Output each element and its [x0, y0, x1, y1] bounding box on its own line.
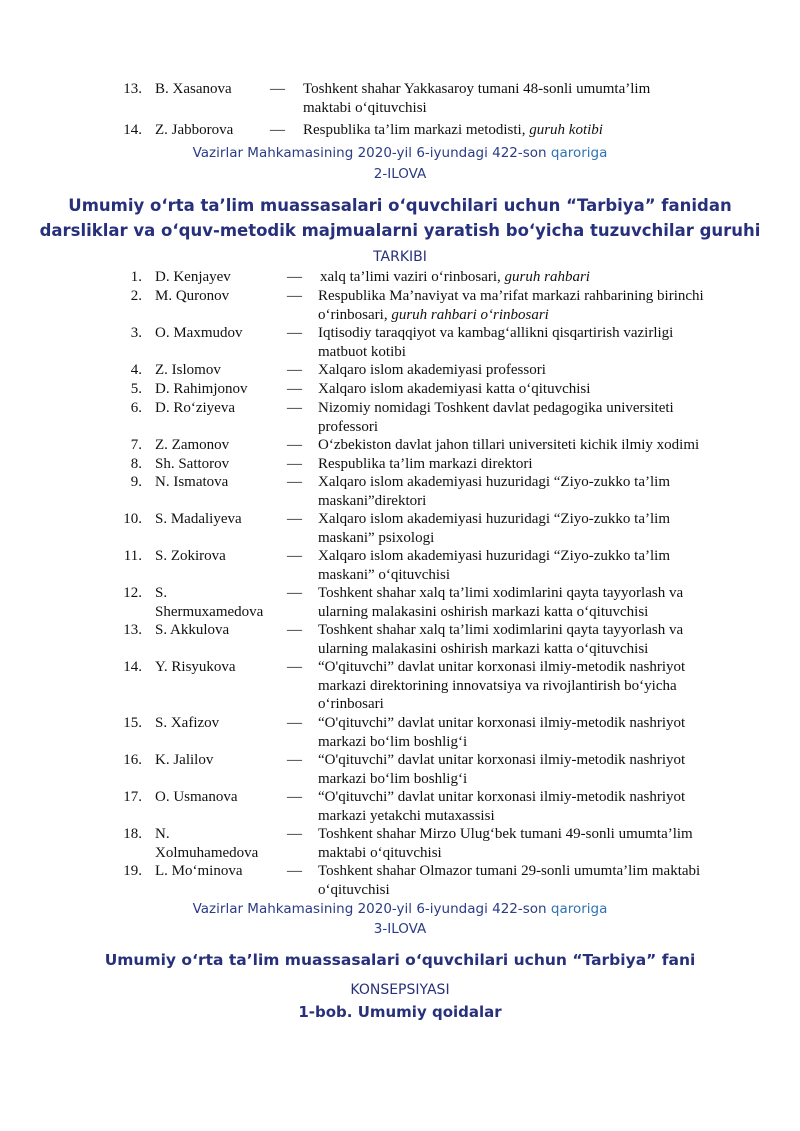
member-position: [318, 788, 748, 825]
position-text: “O'qituvchi” davlat unitar korxonasi ilmiy-metodik nashriyot: [318, 789, 686, 805]
dash-separator: —: [270, 81, 285, 97]
position-line: [318, 862, 748, 881]
position-line: [318, 455, 748, 474]
position-text: maskani”direktori: [318, 492, 427, 509]
dash-separator: —: [287, 789, 302, 805]
item-number: 16.: [123, 752, 142, 768]
position-line: [318, 695, 748, 714]
member-name: B. Xasanova: [155, 81, 232, 97]
item-number: 7.: [130, 437, 142, 453]
item-number: 10.: [123, 511, 142, 527]
member-name-line: Z. Islomov: [155, 362, 221, 378]
item-number: 18.: [123, 826, 142, 842]
dash-separator: —: [287, 456, 302, 472]
position-text: Xalqaro islom akademiyasi huzuridagi “Ziyo-zukko ta’lim: [318, 511, 670, 527]
composition-heading: TARKIBI: [373, 249, 427, 265]
position-text: Xalqaro islom akademiyasi huzuridagi “Ziyo-zukko ta’lim: [318, 548, 670, 564]
member-position: [318, 361, 748, 380]
member-position: [303, 80, 723, 117]
position-text: markazi bo‘lim boshlig‘i: [318, 770, 468, 787]
position-line: [318, 566, 748, 585]
position-line: [318, 751, 748, 770]
position-text: Respublika ta’lim markazi metodisti,: [303, 122, 530, 138]
dash-separator: —: [287, 400, 302, 416]
member-position: [318, 455, 748, 474]
member-position: [318, 658, 748, 714]
position-line: [318, 714, 748, 733]
position-text: Toshkent shahar xalq ta’limi xodimlarini qayta tayyorlash va: [318, 622, 684, 638]
position-line: [318, 492, 748, 511]
position-text: Toshkent shahar Mirzo Ulug‘bek tumani 49-sonli umumta’lim: [318, 826, 693, 842]
item-number: 4.: [130, 362, 142, 378]
member-name: [155, 658, 236, 677]
item-number: 15.: [123, 715, 142, 731]
position-line: [318, 529, 748, 548]
member-name: [155, 473, 228, 492]
dash-separator: —: [287, 622, 302, 638]
item-number: 1.: [130, 269, 142, 285]
position-text: o‘qituvchisi: [318, 881, 390, 898]
member-name-line: S. Madaliyeva: [155, 511, 242, 527]
member-position: [318, 547, 748, 584]
position-text: Nizomiy nomidagi Toshkent davlat pedagogika universiteti: [318, 400, 674, 416]
position-line: [318, 825, 748, 844]
position-text: “O'qituvchi” davlat unitar korxonasi ilmiy-metodik nashriyot: [318, 715, 686, 731]
position-line: [318, 287, 748, 306]
position-line: [318, 380, 748, 399]
member-position: [320, 268, 750, 287]
position-text: o‘rinbosari,: [318, 306, 392, 323]
group-title-line-1: Umumiy o‘rta ta’lim muassasalari o‘quvchilari uchun “Tarbiya” fanidan: [68, 196, 732, 215]
concept-title: Umumiy o‘rta ta’lim muassasalari o‘quvchilari uchun “Tarbiya” fani: [104, 951, 696, 969]
member-name: [155, 268, 231, 287]
position-line: [318, 584, 748, 603]
group-title-line-2: darsliklar va o‘quv-metodik majmualarni yaratish bo‘yicha tuzuvchilar guruhi: [39, 221, 761, 240]
member-name: [155, 287, 229, 306]
item-number: 6.: [130, 400, 142, 416]
position-line: [318, 621, 748, 640]
member-name: [155, 825, 258, 862]
position-text: ularning malakasini oshirish markazi katta o‘qituvchisi: [318, 640, 649, 657]
member-name-line: L. Mo‘minova: [155, 863, 243, 879]
dash-separator: —: [287, 863, 302, 879]
member-position: [318, 287, 748, 324]
dash-separator: —: [287, 826, 302, 842]
position-line: [318, 807, 748, 826]
position-line: [318, 640, 748, 659]
dash-separator: —: [287, 585, 302, 601]
member-name-line: Y. Risyukova: [155, 659, 236, 675]
item-number: 17.: [123, 789, 142, 805]
position-text: Respublika ta’lim markazi direktori: [318, 456, 533, 472]
member-name-line: Shermuxamedova: [155, 603, 264, 620]
role-italic: guruh rahbari o‘rinbosari: [391, 306, 549, 323]
member-name-line: O. Usmanova: [155, 789, 238, 805]
item-number: 19.: [123, 863, 142, 879]
position-line: [318, 770, 748, 789]
position-text: markazi yetakchi mutaxassisi: [318, 807, 495, 824]
position-line: [303, 121, 723, 140]
resolution-reference-2: [0, 901, 800, 917]
member-name-line: S. Akkulova: [155, 622, 230, 638]
position-text: o‘rinbosari: [318, 696, 384, 712]
position-line: [318, 510, 748, 529]
member-name-line: M. Quronov: [155, 288, 230, 304]
member-name: [155, 399, 235, 418]
position-line: [318, 677, 748, 696]
member-name: [155, 455, 229, 474]
item-number: 14.: [123, 122, 142, 138]
member-position: [318, 825, 748, 862]
member-name-line: S. Xafizov: [155, 715, 220, 731]
item-number: 5.: [130, 381, 142, 397]
member-name-line: Z. Zamonov: [155, 437, 230, 453]
position-text: Xalqaro islom akademiyasi professori: [318, 362, 546, 378]
resolution-link[interactable]: qaroriga: [550, 901, 608, 917]
member-name-line: S. Zokirova: [155, 548, 226, 564]
position-text: O‘zbekiston davlat jahon tillari universiteti kichik ilmiy xodimi: [318, 437, 700, 453]
member-name: [155, 380, 248, 399]
reference-text: Vazirlar Mahkamasining 2020-yil 6-iyundagi 422-son: [192, 901, 551, 917]
position-line: maktabi o‘qituvchisi: [303, 99, 427, 116]
position-line: [318, 788, 748, 807]
position-line: [318, 473, 748, 492]
item-number: 13.: [123, 81, 142, 97]
position-line: [318, 361, 748, 380]
position-text: professori: [318, 418, 378, 435]
position-line: [320, 268, 750, 287]
dash-separator: —: [287, 474, 302, 490]
position-text: ularning malakasini oshirish markazi katta o‘qituvchisi: [318, 603, 649, 620]
dash-separator: —: [287, 548, 302, 564]
appendix-label-3: 3-ILOVA: [373, 921, 427, 937]
dash-separator: —: [287, 437, 302, 453]
member-name-line: D. Rahimjonov: [155, 381, 248, 397]
member-position: [318, 380, 748, 399]
role-italic: guruh kotibi: [529, 122, 603, 138]
position-line: [318, 658, 748, 677]
dash-separator: —: [287, 381, 302, 397]
resolution-link[interactable]: qaroriga: [550, 145, 608, 161]
dash-separator: —: [287, 715, 302, 731]
dash-separator: —: [287, 362, 302, 378]
member-name-line: K. Jalilov: [155, 752, 214, 768]
member-name-line: S.: [155, 585, 168, 601]
chapter-heading: 1-bob. Umumiy qoidalar: [298, 1003, 502, 1021]
item-number: 13.: [123, 622, 142, 638]
member-name: [155, 862, 243, 881]
role-italic: guruh rahbari: [504, 269, 590, 285]
concept-heading: KONSEPSIYASI: [350, 982, 450, 998]
member-name-line: N.: [155, 826, 170, 842]
position-line: [318, 603, 748, 622]
position-line: [318, 306, 748, 325]
item-number: 2.: [130, 288, 142, 304]
member-name-line: Xolmuhamedova: [155, 844, 259, 861]
position-text: Xalqaro islom akademiyasi katta o‘qituvchisi: [318, 381, 591, 397]
position-line: Toshkent shahar Yakkasaroy tumani 48-sonli umumta’lim: [303, 81, 651, 97]
position-line: [318, 343, 748, 362]
member-name: [155, 788, 238, 807]
position-text: markazi bo‘lim boshlig‘i: [318, 733, 468, 750]
dash-separator: —: [287, 659, 302, 675]
member-name: Z. Jabborova: [155, 122, 234, 138]
dash-separator: —: [270, 122, 285, 138]
item-number: 9.: [130, 474, 142, 490]
member-name: [155, 510, 242, 529]
member-position: [318, 584, 748, 621]
position-text: “O'qituvchi” davlat unitar korxonasi ilmiy-metodik nashriyot: [318, 752, 686, 768]
member-position: [318, 399, 748, 436]
member-position: [318, 862, 748, 899]
member-position: [318, 751, 748, 788]
position-text: maskani” psixologi: [318, 529, 435, 546]
member-name-line: D. Kenjayev: [155, 269, 231, 285]
item-number: 8.: [130, 456, 142, 472]
item-number: 3.: [130, 325, 142, 341]
position-line: [318, 844, 748, 863]
position-text: maktabi o‘qituvchisi: [318, 844, 442, 861]
position-text: “O'qituvchi” davlat unitar korxonasi ilmiy-metodik nashriyot: [318, 659, 686, 675]
member-position: [318, 714, 748, 751]
member-position: [318, 621, 748, 658]
member-name: [155, 324, 243, 343]
member-position: [318, 473, 748, 510]
position-line: [318, 418, 748, 437]
position-text: markazi direktorining innovatsiya va rivojlantirish bo‘yicha: [318, 677, 677, 694]
group-title: [0, 193, 800, 243]
item-number: 12.: [123, 585, 142, 601]
position-line: [318, 399, 748, 418]
dash-separator: —: [287, 511, 302, 527]
reference-text: Vazirlar Mahkamasining 2020-yil 6-iyundagi 422-son: [192, 145, 551, 161]
member-position: [303, 121, 723, 140]
item-number: 14.: [123, 659, 142, 675]
dash-separator: —: [287, 752, 302, 768]
position-text: Toshkent shahar xalq ta’limi xodimlarini qayta tayyorlash va: [318, 585, 684, 601]
position-text: Xalqaro islom akademiyasi huzuridagi “Ziyo-zukko ta’lim: [318, 474, 670, 490]
dash-separator: —: [287, 325, 302, 341]
member-name: [155, 621, 229, 640]
member-name-line: O. Maxmudov: [155, 325, 243, 341]
member-name: [155, 436, 229, 455]
position-text: maskani” o‘qituvchisi: [318, 566, 451, 583]
appendix-label-2: 2-ILOVA: [373, 166, 427, 182]
member-name-line: N. Ismatova: [155, 474, 229, 490]
member-position: [318, 324, 748, 361]
member-position: [318, 510, 748, 547]
position-text: Iqtisodiy taraqqiyot va kambag‘allikni qisqartirish vazirligi: [318, 325, 674, 341]
position-line: [318, 324, 748, 343]
position-text: matbuot kotibi: [318, 343, 406, 360]
item-number: 11.: [123, 548, 142, 564]
member-name: [155, 714, 219, 733]
position-text: xalq ta’limi vaziri o‘rinbosari,: [320, 269, 505, 285]
position-line: [318, 436, 748, 455]
member-position: [318, 436, 748, 455]
member-name: [155, 547, 226, 566]
position-line: [318, 733, 748, 752]
position-line: [318, 547, 748, 566]
resolution-reference-1: [0, 145, 800, 161]
position-text: Toshkent shahar Olmazor tumani 29-sonli umumta’lim maktabi: [318, 863, 701, 879]
member-name: [155, 584, 263, 621]
dash-separator: —: [287, 269, 302, 285]
member-name-line: Sh. Sattorov: [155, 456, 230, 472]
dash-separator: —: [287, 288, 302, 304]
position-line: [318, 881, 748, 900]
member-name: [155, 361, 221, 380]
position-text: Respublika Ma’naviyat va ma’rifat markazi rahbarining birinchi: [318, 288, 704, 304]
member-name: [155, 751, 213, 770]
member-name-line: D. Ro‘ziyeva: [155, 400, 235, 416]
